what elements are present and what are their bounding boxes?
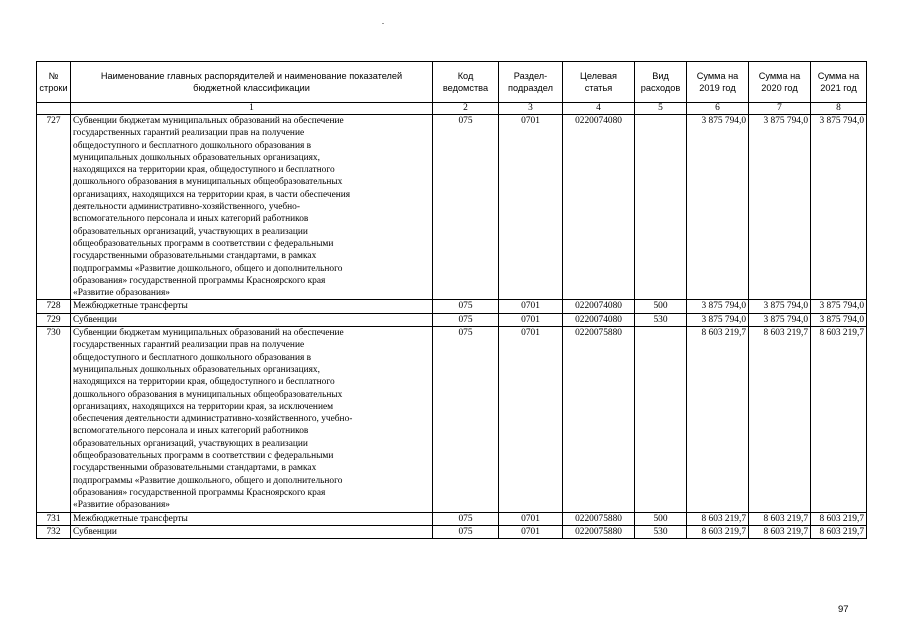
row-number: 727 [37,115,71,300]
row-sum-2021: 8 603 219,7 [811,525,867,538]
row-expense-type: 530 [635,525,687,538]
row-sum-2020: 8 603 219,7 [749,512,811,525]
row-sum-2019: 3 875 794,0 [687,313,749,326]
row-section: 0701 [499,525,563,538]
row-number: 730 [37,327,71,512]
header-sum-2020: Сумма на 2020 год [749,62,811,103]
table-header [37,62,867,103]
row-sum-2019: 8 603 219,7 [687,327,749,512]
header-sum-2021: Сумма на 2021 год [811,62,867,103]
row-sum-2021: 3 875 794,0 [811,115,867,300]
row-dept-code: 075 [433,512,499,525]
row-target-article: 0220074080 [563,313,635,326]
colnum: 2 [433,103,499,115]
row-sum-2020: 8 603 219,7 [749,327,811,512]
header-sum-2019: Сумма на 2019 год [687,62,749,103]
row-dept-code: 075 [433,300,499,313]
row-number: 729 [37,313,71,326]
scan-mark [382,23,384,24]
table-row [37,313,867,326]
row-sum-2020: 3 875 794,0 [749,313,811,326]
row-name: Субвенции бюджетам муниципальных образований на обеспечение государственных гарантий реализации прав на получение общедоступного и бесплатного дошкольного образования в муниципальных дошкольных образовательных организациях, находящихся на территории края, общедоступного и бесплатного дошкольного образования в муниципальных общеобразовательных организациях, находящихся на территории края, за исключением обеспечения деятельности административно-хозяйственного, учебно- вспомогательного персонала и иных категорий работников образовательных организаций, участвующих в реализации общеобразовательных программ в соответствии с федеральными государственными образовательными стандартами, в рамках подпрограммы «Развитие дошкольного, общего и дополнительного образования» государственной программы Красноярского края «Развитие образования» [71,327,433,512]
row-target-article: 0220075880 [563,525,635,538]
row-section: 0701 [499,313,563,326]
row-expense-type: 500 [635,300,687,313]
header-name: Наименование главных распорядителей и наименование показателей бюджетной классификации [71,62,433,103]
colnum: 4 [563,103,635,115]
row-sum-2021: 8 603 219,7 [811,512,867,525]
row-sum-2019: 3 875 794,0 [687,300,749,313]
row-sum-2019: 3 875 794,0 [687,115,749,300]
table-row [37,512,867,525]
budget-table [36,61,867,539]
row-section: 0701 [499,115,563,300]
row-target-article: 0220074080 [563,300,635,313]
row-expense-type [635,115,687,300]
page-number: 97 [838,604,849,615]
row-dept-code: 075 [433,313,499,326]
header-target-article: Целевая статья [563,62,635,103]
row-expense-type [635,327,687,512]
row-name: Межбюджетные трансферты [71,512,433,525]
header-section: Раздел- подраздел [499,62,563,103]
row-target-article: 0220075880 [563,327,635,512]
colnum: 6 [687,103,749,115]
column-number-row [37,103,867,115]
row-sum-2021: 3 875 794,0 [811,313,867,326]
row-section: 0701 [499,300,563,313]
row-dept-code: 075 [433,525,499,538]
row-dept-code: 075 [433,327,499,512]
header-dept-code: Код ведомства [433,62,499,103]
row-section: 0701 [499,327,563,512]
table-row [37,327,867,512]
row-number: 728 [37,300,71,313]
row-number: 731 [37,512,71,525]
header-row [37,62,867,103]
row-sum-2019: 8 603 219,7 [687,525,749,538]
row-target-article: 0220074080 [563,115,635,300]
row-expense-type: 530 [635,313,687,326]
table-body [37,103,867,539]
row-name: Субвенции [71,313,433,326]
row-name: Межбюджетные трансферты [71,300,433,313]
table-row [37,300,867,313]
row-number: 732 [37,525,71,538]
table-row [37,525,867,538]
colnum-blank [37,103,71,115]
colnum: 8 [811,103,867,115]
row-sum-2020: 8 603 219,7 [749,525,811,538]
row-target-article: 0220075880 [563,512,635,525]
row-name: Субвенции бюджетам муниципальных образований на обеспечение государственных гарантий реализации прав на получение общедоступного и бесплатного дошкольного образования в муниципальных дошкольных образовательных организациях, находящихся на территории края, общедоступного и бесплатного дошкольного образования в муниципальных общеобразовательных организациях, находящихся на территории края, в части обеспечения деятельности административно-хозяйственного, учебно- вспомогательного персонала и иных категорий работников образовательных организаций, участвующих в реализации общеобразовательных программ в соответствии с федеральными государственными образовательными стандартами, в рамках подпрограммы «Развитие дошкольного, общего и дополнительного образования» государственной программы Красноярского края «Развитие образования» [71,115,433,300]
row-sum-2021: 3 875 794,0 [811,300,867,313]
row-sum-2021: 8 603 219,7 [811,327,867,512]
row-sum-2019: 8 603 219,7 [687,512,749,525]
colnum: 5 [635,103,687,115]
row-name: Субвенции [71,525,433,538]
row-expense-type: 500 [635,512,687,525]
budget-table-wrapper [36,61,866,539]
row-sum-2020: 3 875 794,0 [749,300,811,313]
row-section: 0701 [499,512,563,525]
colnum: 3 [499,103,563,115]
header-expense-type: Вид расходов [635,62,687,103]
row-sum-2020: 3 875 794,0 [749,115,811,300]
colnum: 7 [749,103,811,115]
colnum: 1 [71,103,433,115]
table-row [37,115,867,300]
header-row-number: № строки [37,62,71,103]
row-dept-code: 075 [433,115,499,300]
